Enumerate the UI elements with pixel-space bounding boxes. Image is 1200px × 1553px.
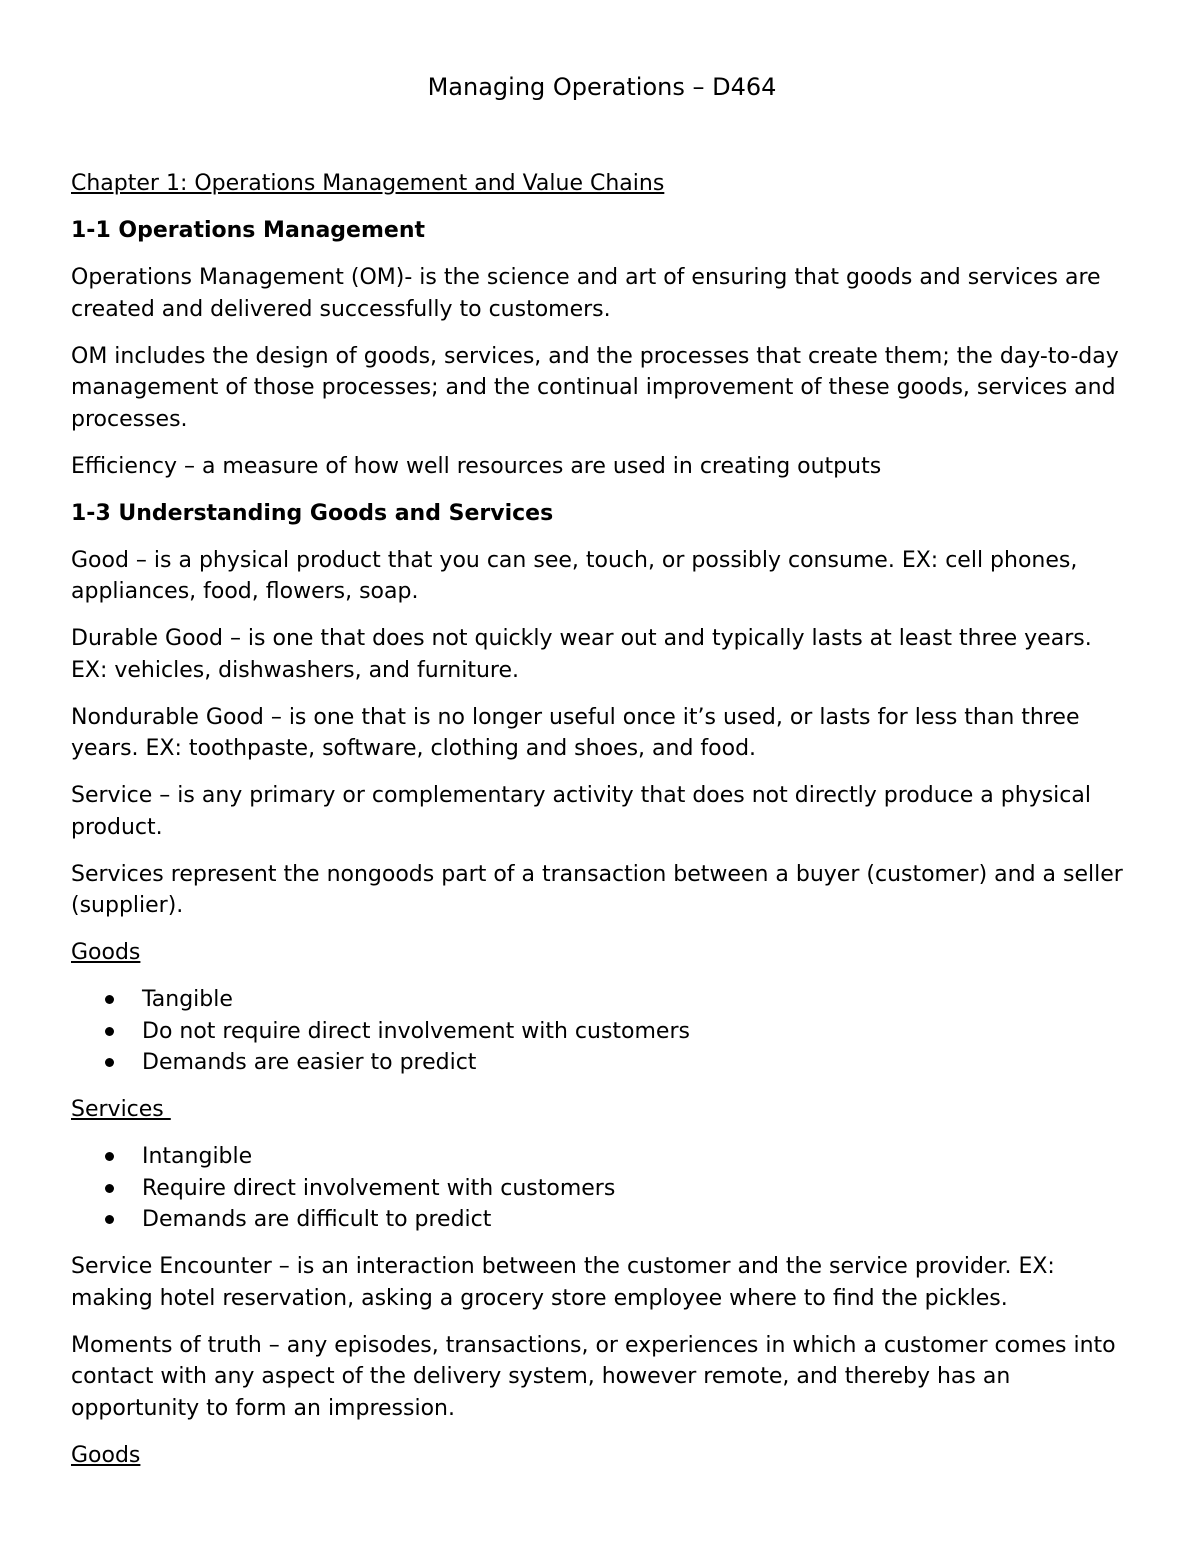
goods-list bbox=[71, 984, 1133, 1079]
bullet-icon bbox=[105, 1058, 114, 1067]
paragraph-good: Good – is a physical product that you can see, touch, or possibly consume. EX: cell phones, appliances, food, flowers, soap. bbox=[71, 547, 1078, 604]
list-item-text: Tangible bbox=[142, 987, 233, 1012]
list-item-text: Demands are difficult to predict bbox=[142, 1207, 492, 1232]
bullet-icon bbox=[105, 1184, 114, 1193]
list-item-text: Demands are easier to predict bbox=[142, 1050, 477, 1075]
list-item-text: Require direct involvement with customers bbox=[142, 1175, 616, 1201]
section-heading-1-1: 1-1 Operations Management bbox=[71, 218, 425, 243]
services-label: Services bbox=[71, 1097, 171, 1122]
section-heading-1-3: 1-3 Understanding Goods and Services bbox=[71, 500, 554, 526]
paragraph-service-encounter: Service Encounter – is an interaction between the customer and the service provider. EX: making hotel reservation, asking a grocery store employee where to find the pickles. bbox=[71, 1254, 1055, 1311]
bullet-icon bbox=[105, 995, 114, 1004]
list-item-text: Intangible bbox=[142, 1144, 253, 1169]
goods-label-final: Goods bbox=[71, 1442, 141, 1468]
chapter-heading: Chapter 1: Operations Management and Value Chains bbox=[71, 171, 665, 196]
paragraph-nondurable-good: Nondurable Good – is one that is no longer useful once it’s used, or lasts for less than three years. EX: toothpaste, software, clothing and shoes, and food. bbox=[71, 704, 1080, 761]
paragraph-moments-of-truth: Moments of truth – any episodes, transactions, or experiences in which a customer comes into contact with any aspect of the delivery system, however remote, and thereby has an opportunity to form an impression. bbox=[71, 1332, 1116, 1421]
goods-label: Goods bbox=[71, 940, 141, 965]
paragraph-efficiency: Efficiency – a measure of how well resources are used in creating outputs bbox=[71, 453, 882, 479]
list-item bbox=[71, 1141, 1133, 1173]
list-item bbox=[71, 1016, 1133, 1048]
bullet-icon bbox=[105, 1215, 114, 1224]
list-item bbox=[71, 1047, 1133, 1079]
list-item bbox=[71, 1204, 1133, 1236]
paragraph-service: Service – is any primary or complementary activity that does not directly produce a physical product. bbox=[71, 783, 1091, 840]
paragraph-services-represent: Services represent the nongoods part of a transaction between a buyer (customer) and a seller (supplier). bbox=[71, 861, 1123, 918]
services-list bbox=[71, 1141, 1133, 1236]
list-item bbox=[71, 984, 1133, 1016]
paragraph-om-definition: Operations Management (OM)- is the science and art of ensuring that goods and services are created and delivered successfully to customers. bbox=[71, 265, 1101, 322]
document-body bbox=[71, 168, 1133, 1487]
bullet-icon bbox=[105, 1152, 114, 1161]
paragraph-om-includes: OM includes the design of goods, services, and the processes that create them; the day-to-day management of those processes; and the continual improvement of these goods, services and processes. bbox=[71, 343, 1119, 432]
list-item-text: Do not require direct involvement with customers bbox=[142, 1018, 690, 1044]
list-item bbox=[71, 1173, 1133, 1205]
paragraph-durable-good: Durable Good – is one that does not quickly wear out and typically lasts at least three years. EX: vehicles, dishwashers, and furniture. bbox=[71, 626, 1092, 683]
document-title: Managing Operations – D464 bbox=[427, 73, 777, 101]
bullet-icon bbox=[105, 1027, 114, 1036]
